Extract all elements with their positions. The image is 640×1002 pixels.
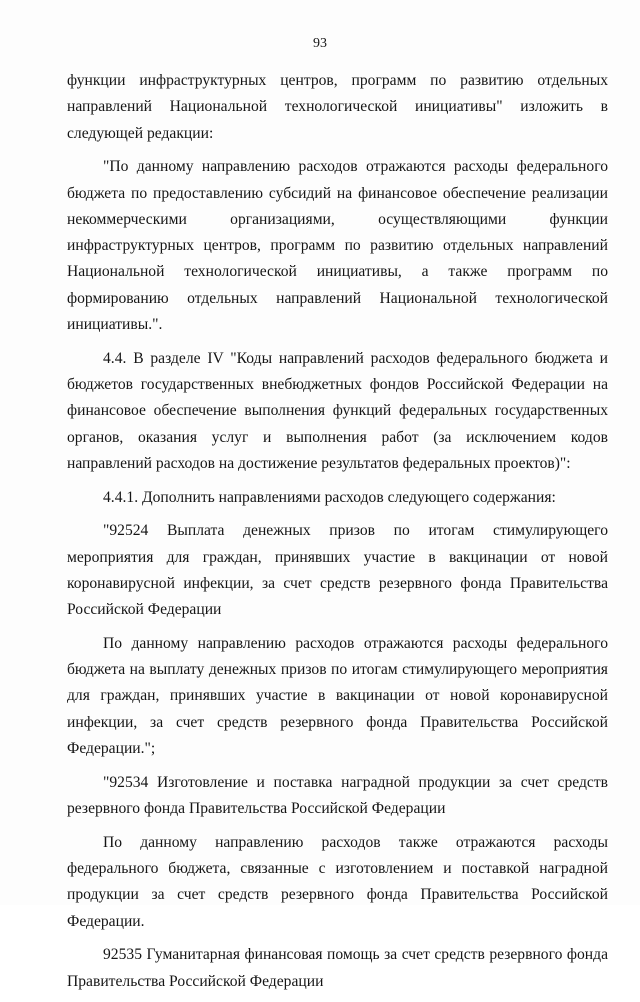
- paragraph-code-92534: "92534 Изготовление и поставка наградной продукции за счет средств резервного фонда Правительства Российской Федерации: [67, 773, 608, 818]
- paragraph-code-92535: 92535 Гуманитарная финансовая помощь за счет средств резервного фонда Правительства Российской Федерации: [67, 946, 608, 990]
- paragraph-code-92524: "92524 Выплата денежных призов по итогам стимулирующего мероприятия для граждан, принявших участие в вакцинации от новой коронавирусной инфекции, за счет средств резервного фонда Правительства Российской Федерации: [67, 522, 608, 619]
- page-number: 93: [313, 36, 327, 51]
- paragraph-section-4-4-1: 4.4.1. Дополнить направлениями расходов следующего содержания:: [103, 488, 556, 506]
- paragraph-code-92524-description: По данному направлению расходов отражаются расходы федерального бюджета на выплату денежных призов по итогам стимулирующего мероприятия для граждан, принявших участие в вакцинации от новой коронавирусной инфекции, за счет средств резервного фонда Правительства Российской Федерации.";: [67, 634, 608, 758]
- paragraph-continuation: функции инфраструктурных центров, программ по развитию отдельных направлений Национальной технологической инициативы" изложить в следующей редакции:: [67, 72, 608, 142]
- document-body: [67, 68, 608, 1002]
- paragraph-quoted-description: "По данному направлению расходов отражаются расходы федерального бюджета по предоставлению субсидий на финансовое обеспечение реализации некоммерческими организациями, осуществляющими функции инфраструктурных центров, программ по развитию отдельных направлений Национальной технологической инициативы, а также программ по формированию отдельных направлений Национальной технологической инициативы.".: [67, 158, 608, 334]
- paragraph-code-92534-description: По данному направлению расходов также отражаются расходы федерального бюджета, связанные с изготовлением и поставкой наградной продукции за счет средств резервного фонда Правительства Российской Федерации.: [67, 833, 608, 930]
- paragraph-section-4-4: 4.4. В разделе IV "Коды направлений расходов федерального бюджета и бюджетов государственных внебюджетных фондов Российской Федерации на финансовое обеспечение выполнения функций федеральных государственных органов, оказания услуг и выполнения работ (за исключением кодов направлений расходов на достижение результатов федеральных проектов)":: [67, 349, 608, 472]
